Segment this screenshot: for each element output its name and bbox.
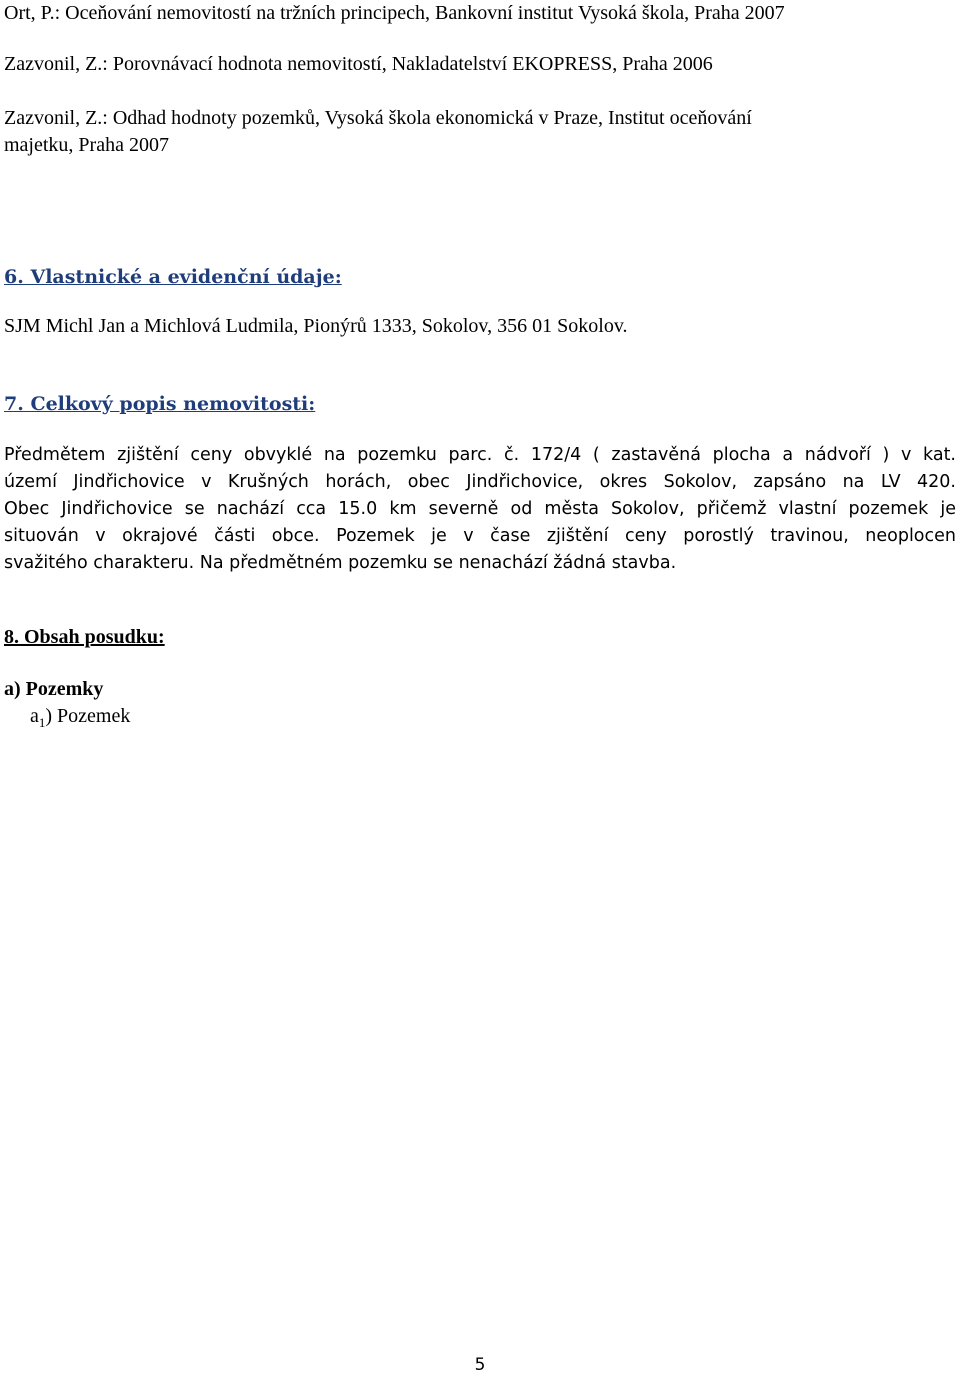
page-number: 5 (474, 1355, 486, 1375)
paragraph-line: Obec Jindřichovice se nachází cca 15.0 km severně od města Sokolov, přičemž vlastní pozemek je (4, 499, 956, 519)
paragraph-line: situován v okrajové části obce. Pozemek je v čase zjištění ceny porostlý travinou, neoplocen (4, 526, 956, 546)
reference-3-continued: majetku, Praha 2007 (4, 134, 169, 156)
item-suffix: ) Pozemek (45, 705, 131, 727)
section-8-heading: 8. Obsah posudku: (4, 626, 165, 648)
item-subscript: 1 (38, 715, 46, 730)
reference-1: Ort, P.: Oceňování nemovitostí na tržních principech, Bankovní institut Vysoká škola, Praha 2007 (4, 2, 785, 24)
reference-3: Zazvonil, Z.: Odhad hodnoty pozemků, Vysoká škola ekonomická v Praze, Institut oceňování (4, 107, 752, 129)
paragraph-line: svažitého charakteru. Na předmětném pozemku se nenachází žádná stavba. (4, 553, 677, 573)
item-prefix: a (30, 705, 39, 727)
reference-2: Zazvonil, Z.: Porovnávací hodnota nemovitostí, Nakladatelství EKOPRESS, Praha 2006 (4, 53, 713, 75)
section-7-paragraph (4, 442, 956, 577)
paragraph-line: území Jindřichovice v Krušných horách, obec Jindřichovice, okres Sokolov, zapsáno na LV 420. (4, 472, 956, 492)
section-6-heading: 6. Vlastnické a evidenční údaje: (4, 266, 342, 288)
section-8-item (4, 703, 956, 736)
section-8-subheading: a) Pozemky (4, 678, 104, 700)
section-6-text: SJM Michl Jan a Michlová Ludmila, Pionýrů 1333, Sokolov, 356 01 Sokolov. (4, 315, 628, 337)
paragraph-line: Předmětem zjištění ceny obvyklé na pozemku parc. č. 172/4 ( zastavěná plocha a nádvoří ) v kat. (4, 445, 956, 465)
section-7-heading: 7. Celkový popis nemovitosti: (4, 393, 316, 415)
